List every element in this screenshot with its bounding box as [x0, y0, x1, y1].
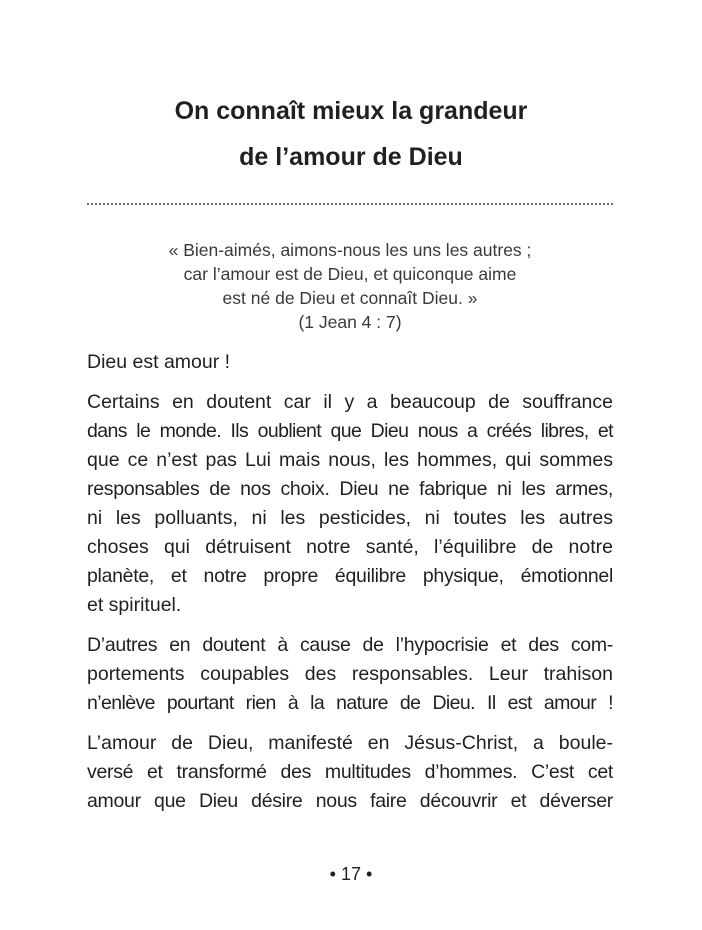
paragraph-4	[87, 729, 613, 816]
text-line: planète, et notre propre équilibre physique, émotionnel	[87, 565, 613, 587]
epigraph-quote	[87, 238, 613, 334]
quote-line: « Bien-aimés, aimons-nous les uns les autres ;	[168, 240, 532, 260]
dotted-divider	[87, 203, 613, 205]
page-number: • 17 •	[329, 864, 373, 884]
text-line: n’enlève pourtant rien à la nature de Dieu. Il est amour !	[87, 692, 613, 714]
chapter-title-line-1: On connaît mieux la grandeur	[174, 97, 528, 125]
chapter-title-line-2: de l’amour de Dieu	[239, 143, 463, 171]
text-line: Dieu est amour !	[87, 351, 231, 373]
paragraph-3	[87, 631, 613, 718]
text-line: responsables de nos choix. Dieu ne fabrique ni les armes,	[87, 478, 613, 500]
text-line: et spirituel.	[87, 594, 182, 616]
body-text	[87, 348, 613, 827]
text-line: versé et transformé des multitudes d’hommes. C’est cet	[87, 761, 613, 783]
paragraph-1	[87, 348, 613, 377]
quote-reference: (1 Jean 4 : 7)	[298, 312, 402, 332]
quote-line: est né de Dieu et connaît Dieu. »	[222, 288, 478, 308]
text-line: Certains en doutent car il y a beaucoup de souffrance	[87, 391, 613, 413]
text-line: dans le monde. Ils oublient que Dieu nous a créés libres, et	[87, 420, 613, 442]
text-line: portements coupables des responsables. Leur trahison	[87, 663, 613, 685]
quote-line: car l’amour est de Dieu, et quiconque aime	[183, 264, 517, 284]
text-line: amour que Dieu désire nous faire découvrir et déverser	[87, 790, 613, 812]
text-line: choses qui détruisent notre santé, l’équilibre de notre	[87, 536, 613, 558]
paragraph-2	[87, 388, 613, 620]
text-line: que ce n’est pas Lui mais nous, les hommes, qui sommes	[87, 449, 613, 471]
text-line: L’amour de Dieu, manifesté en Jésus-Christ, a boule-	[87, 732, 613, 754]
text-line: D’autres en doutent à cause de l’hypocrisie et des com-	[87, 634, 613, 656]
text-line: ni les polluants, ni les pesticides, ni toutes les autres	[87, 507, 613, 529]
